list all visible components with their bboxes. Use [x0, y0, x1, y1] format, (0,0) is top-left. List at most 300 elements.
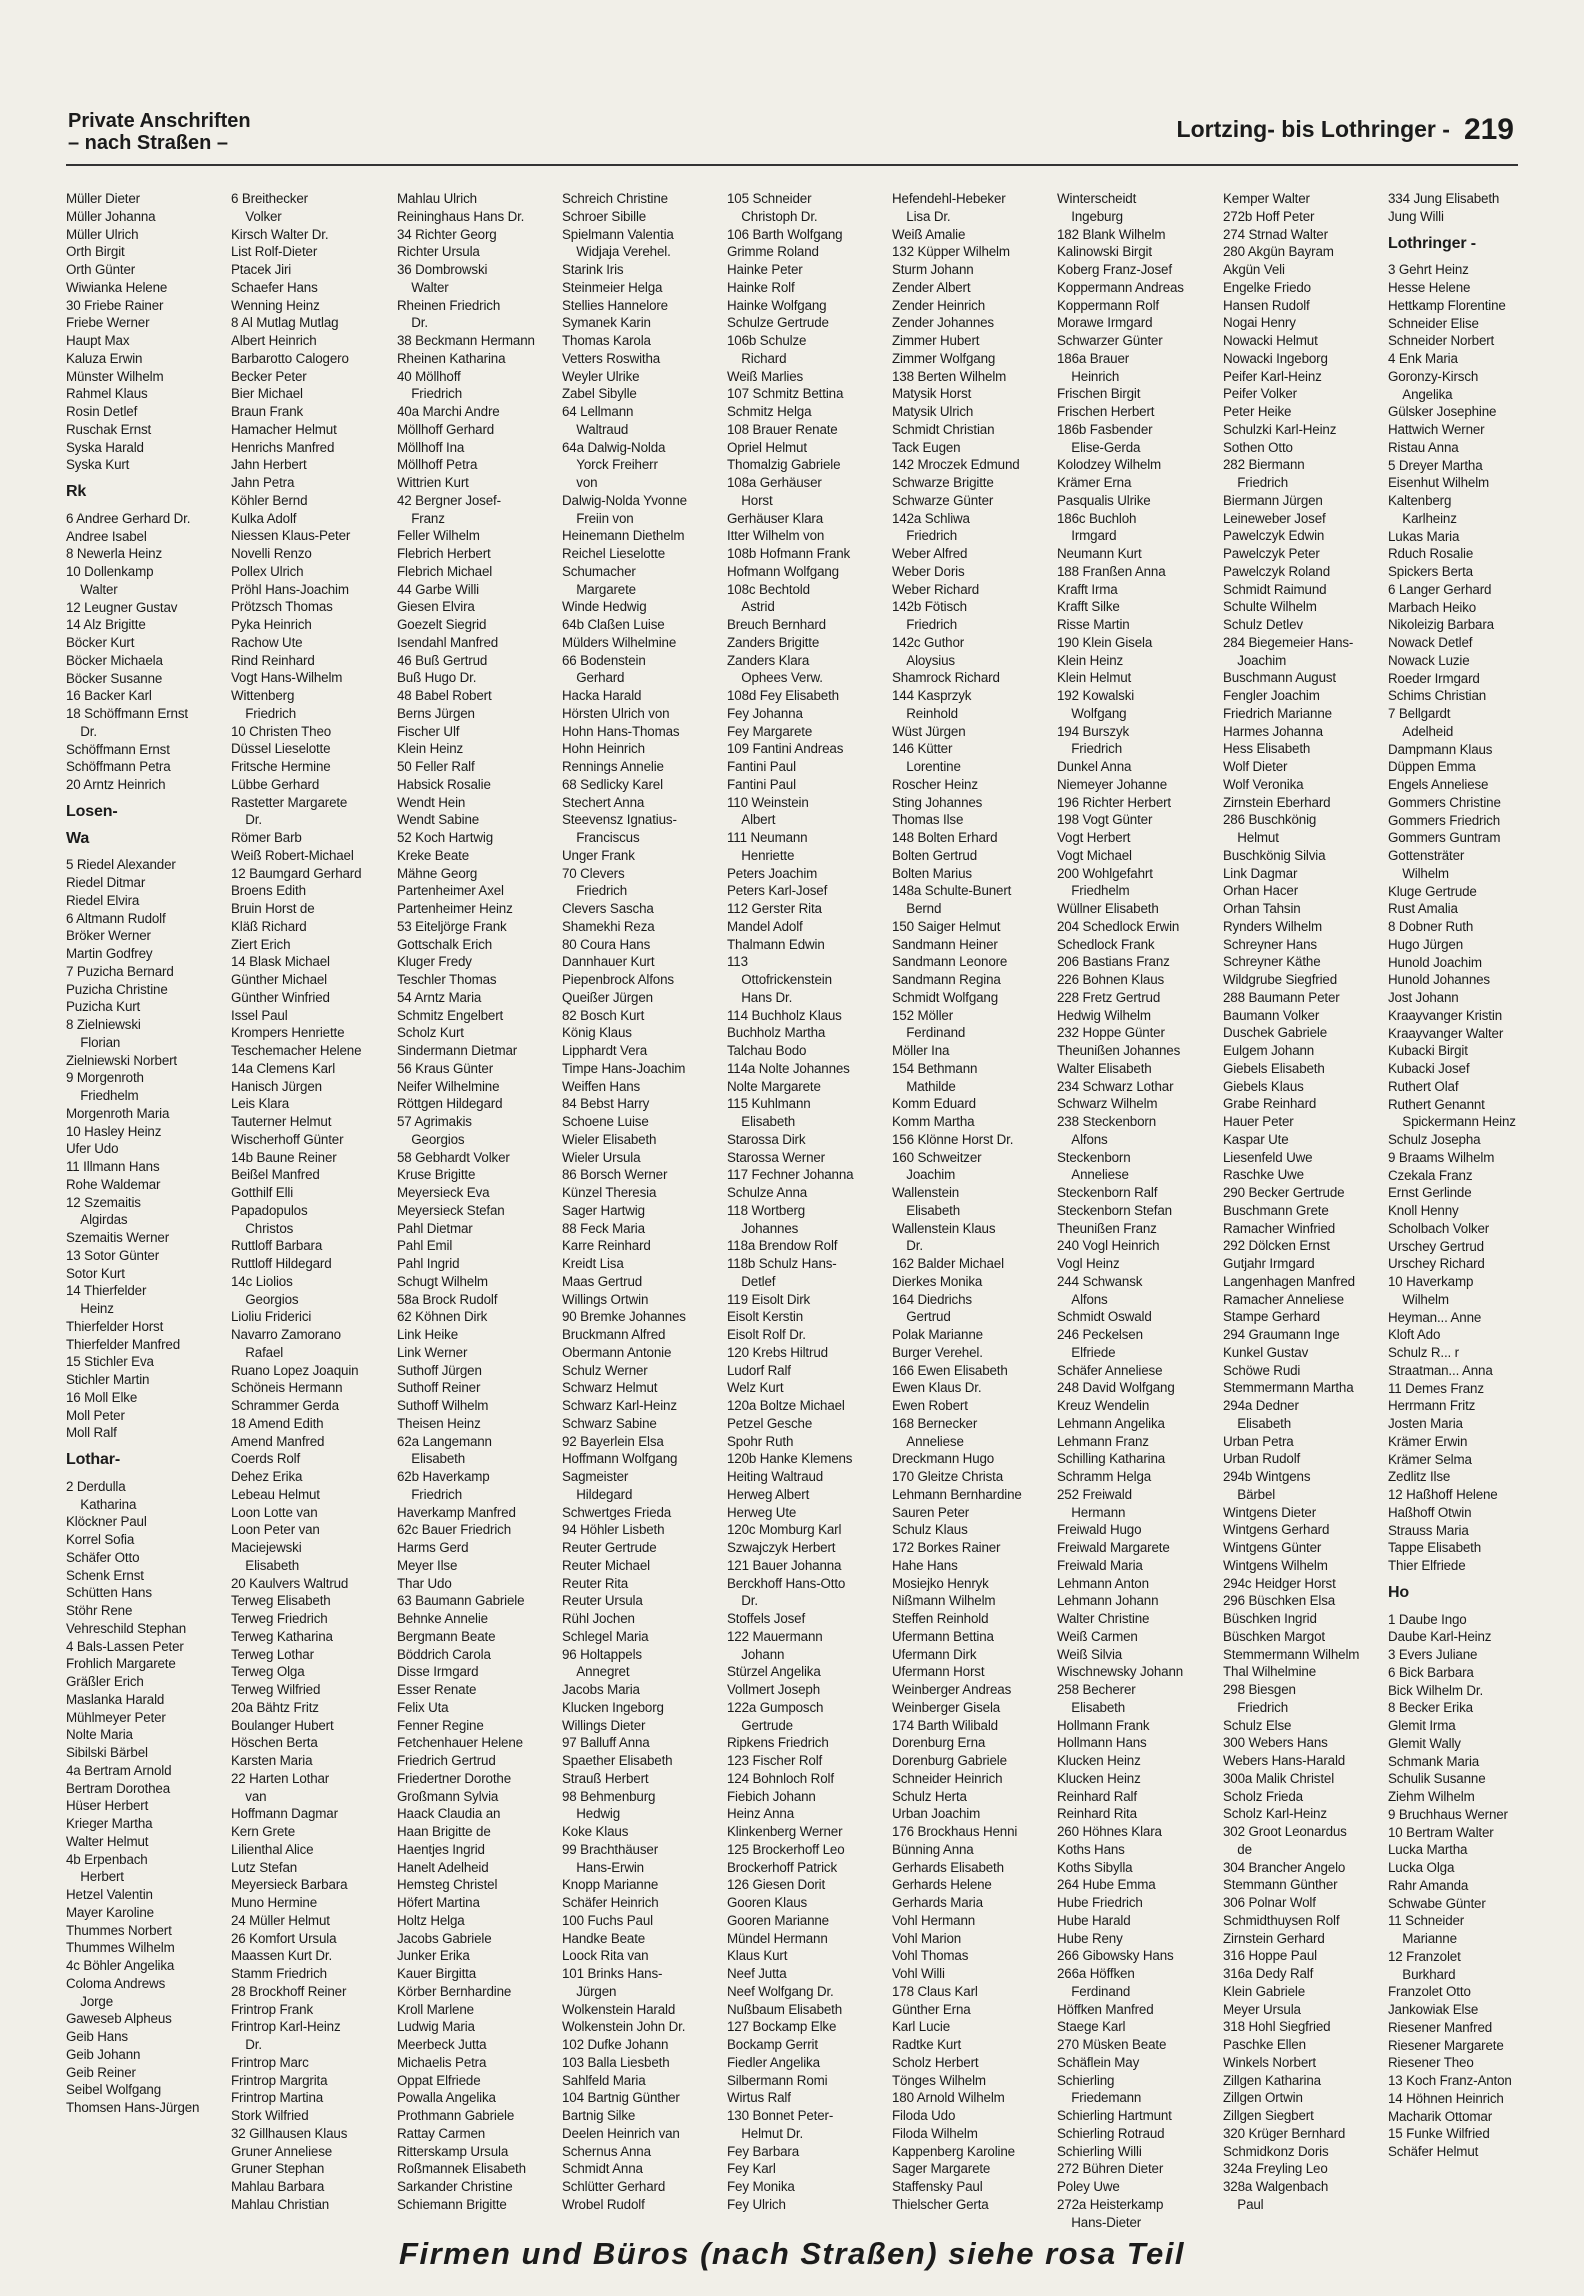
- resident-entry: 106b Schulze: [727, 333, 807, 348]
- resident-entry: Schwarz Sabine: [562, 1415, 657, 1431]
- resident-entry: Algirdas: [66, 1212, 128, 1228]
- resident-entry: Brockerhoff Patrick: [727, 1859, 838, 1875]
- resident-entry: 16 Moll Elke: [66, 1389, 138, 1405]
- resident-entry: Fey Monika: [727, 2179, 795, 2194]
- resident-entry: Matysik Horst: [892, 386, 972, 402]
- resident-entry: Mandel Adolf: [727, 918, 803, 934]
- resident-entry: Weiß Robert-Michael: [231, 847, 354, 863]
- resident-entry: Harmes Johanna: [1223, 723, 1323, 739]
- resident-entry: Walter: [397, 279, 449, 295]
- resident-entry: Volker: [231, 208, 282, 224]
- resident-entry: Poley Uwe: [1057, 2179, 1120, 2194]
- resident-entry: Winterscheidt: [1057, 191, 1137, 206]
- resident-entry: 11 Demes Franz: [1388, 1380, 1484, 1396]
- resident-entry: Lehmann Angelika: [1057, 1415, 1165, 1431]
- resident-entry: Itter Wilhelm von: [727, 528, 825, 544]
- resident-entry: Vogl Heinz: [1057, 1256, 1120, 1271]
- resident-entry: Ripkens Friedrich: [727, 1735, 829, 1751]
- resident-entry: Margarete: [562, 581, 636, 597]
- resident-entry: Bernd: [892, 901, 942, 916]
- resident-entry: Kirsch Walter Dr.: [231, 226, 329, 242]
- resident-entry: Waltraud: [562, 421, 629, 437]
- resident-entry: Peter Heike: [1223, 404, 1292, 419]
- resident-entry: Richard: [727, 350, 787, 366]
- resident-entry: Puzicha Christine: [66, 981, 168, 997]
- resident-entry: Hess Elisabeth: [1223, 741, 1311, 757]
- street-heading: Losen-: [66, 802, 118, 820]
- resident-entry: Braun Frank: [231, 404, 304, 419]
- resident-entry: Tauterner Helmut: [231, 1114, 332, 1129]
- resident-entry: 106 Barth Wolfgang: [727, 226, 843, 242]
- resident-entry: 123 Fischer Rolf: [727, 1753, 823, 1768]
- resident-entry: Steckenborn: [1057, 1149, 1131, 1165]
- resident-entry: Gerhard: [562, 670, 625, 686]
- resident-entry: 3 Gehrt Heinz: [1388, 262, 1469, 278]
- resident-entry: Hugo Jürgen: [1388, 936, 1464, 952]
- resident-entry: Gräßler Erich: [66, 1674, 144, 1689]
- resident-entry: 10 Christen Theo: [231, 723, 332, 739]
- resident-entry: 107 Schmitz Bettina: [727, 386, 844, 402]
- resident-entry: Aloysius: [892, 652, 955, 668]
- resident-entry: Dr.: [66, 723, 97, 739]
- resident-entry: Sting Johannes: [892, 794, 983, 810]
- resident-entry: Vohl Thomas: [892, 1948, 969, 1964]
- resident-entry: Friedrich: [397, 386, 463, 402]
- resident-entry: Sauren Peter: [892, 1504, 970, 1520]
- resident-entry: Willings Ortwin: [562, 1291, 649, 1307]
- resident-entry: 176 Brockhaus Henni: [892, 1824, 1018, 1839]
- resident-entry: Weiß Carmen: [1057, 1628, 1138, 1644]
- resident-entry: Elisabeth: [1057, 1699, 1126, 1715]
- resident-entry: Kraayvanger Kristin: [1388, 1007, 1502, 1023]
- resident-entry: Scholz Kurt: [397, 1025, 464, 1041]
- resident-entry: 130 Bonnet Peter-: [727, 2108, 834, 2123]
- resident-entry: Heiting Waltraud: [727, 1469, 824, 1484]
- resident-entry: Starossa Dirk: [727, 1131, 806, 1147]
- resident-entry: Grimme Roland: [727, 244, 819, 260]
- resident-entry: Haßhoff Otwin: [1388, 1504, 1472, 1520]
- resident-entry: Weiß Silvia: [1057, 1646, 1123, 1662]
- resident-entry: 2 Derdulla: [66, 1478, 126, 1494]
- resident-entry: Junker Erika: [397, 1948, 470, 1964]
- resident-entry: Sandmann Regina: [892, 972, 1001, 987]
- resident-entry: Partenheimer Axel: [397, 883, 504, 899]
- resident-entry: Fiedler Angelika: [727, 2054, 820, 2070]
- resident-entry: Grabe Reinhard: [1223, 1096, 1317, 1112]
- resident-entry: 294c Heidger Horst: [1223, 1575, 1336, 1591]
- resident-entry: 120 Krebs Hiltrud: [727, 1344, 828, 1360]
- resident-entry: 6 Breithecker: [231, 191, 308, 206]
- resident-entry: Kulka Adolf: [231, 510, 297, 526]
- resident-entry: Klein Gabriele: [1223, 1983, 1306, 1999]
- resident-entry: 12 Baumgard Gerhard: [231, 865, 362, 881]
- resident-entry: Loon Lotte van: [231, 1504, 318, 1520]
- resident-entry: 14a Clemens Karl: [231, 1060, 336, 1076]
- resident-entry: Strauß Herbert: [562, 1770, 649, 1786]
- resident-entry: Heinz Anna: [727, 1806, 794, 1822]
- resident-entry: 46 Buß Gertrud: [397, 652, 488, 668]
- resident-entry: Dorenburg Gabriele: [892, 1753, 1007, 1768]
- resident-entry: Flebrich Michael: [397, 563, 493, 579]
- resident-entry: Hunold Joachim: [1388, 954, 1482, 970]
- resident-entry: Albert Heinrich: [231, 333, 317, 348]
- resident-entry: 118a Brendow Rolf: [727, 1238, 838, 1254]
- resident-entry: Esser Renate: [397, 1682, 477, 1697]
- resident-entry: Lehmann Anton: [1057, 1575, 1149, 1591]
- resident-entry: Friedrich: [231, 705, 297, 721]
- resident-entry: Oppat Elfriede: [397, 2072, 481, 2088]
- resident-entry: Dreckmann Hugo: [892, 1451, 995, 1467]
- resident-entry: Link Werner: [397, 1344, 468, 1360]
- resident-entry: Pawelczyk Peter: [1223, 546, 1320, 561]
- resident-entry: Nowacki Ingeborg: [1223, 350, 1328, 366]
- resident-entry: Silbermann Romi: [727, 2072, 828, 2088]
- resident-entry: Teschler Thomas: [397, 972, 497, 987]
- resident-entry: Kläß Richard: [231, 918, 307, 934]
- resident-entry: Peters Joachim: [727, 865, 818, 881]
- resident-entry: Kloft Ado: [1388, 1327, 1441, 1343]
- resident-entry: Rind Reinhard: [231, 652, 315, 668]
- resident-entry: Fiebich Johann: [727, 1788, 816, 1804]
- resident-entry: 292 Dölcken Ernst: [1223, 1238, 1330, 1254]
- resident-entry: Lucka Martha: [1388, 1842, 1468, 1858]
- resident-entry: Isendahl Manfred: [397, 634, 499, 650]
- resident-entry: Marbach Heiko: [1388, 599, 1477, 615]
- resident-entry: Gutjahr Irmgard: [1223, 1256, 1315, 1271]
- resident-entry: Symanek Karin: [562, 315, 651, 331]
- resident-entry: 238 Steckenborn: [1057, 1114, 1156, 1129]
- resident-entry: Ruthert Olaf: [1388, 1078, 1459, 1094]
- resident-entry: Klucken Heinz: [1057, 1770, 1141, 1786]
- resident-entry: Bünning Anna: [892, 1841, 974, 1857]
- resident-entry: Schierling Rotraud: [1057, 2125, 1165, 2141]
- resident-entry: 124 Bohnloch Rolf: [727, 1770, 834, 1786]
- resident-entry: 174 Barth Wilibald: [892, 1717, 998, 1733]
- resident-entry: Puzicha Kurt: [66, 999, 141, 1015]
- resident-entry: 258 Becherer: [1057, 1682, 1136, 1697]
- resident-entry: 118 Wortberg: [727, 1202, 806, 1218]
- resident-entry: Friedhelm: [1057, 883, 1130, 899]
- resident-entry: Theunißen Franz: [1057, 1220, 1157, 1236]
- resident-entry: 142b Fötisch: [892, 599, 967, 615]
- resident-entry: Büschken Ingrid: [1223, 1611, 1317, 1626]
- resident-entry: 266a Höffken: [1057, 1966, 1135, 1981]
- resident-entry: 3 Evers Juliane: [1388, 1647, 1478, 1662]
- resident-entry: Lipphardt Vera: [562, 1043, 648, 1058]
- resident-entry: Zender Albert: [892, 279, 971, 295]
- resident-entry: Lukas Maria: [1388, 528, 1460, 544]
- resident-entry: Gooren Marianne: [727, 1912, 829, 1928]
- resident-entry: Schulze Anna: [727, 1185, 808, 1200]
- resident-entry: Hedwig Wilhelm: [1057, 1007, 1151, 1023]
- resident-entry: Hainke Peter: [727, 262, 803, 277]
- resident-entry: Langenhagen Manfred: [1223, 1273, 1355, 1289]
- resident-entry: 63 Baumann Gabriele: [397, 1593, 525, 1609]
- resident-entry: Martin Godfrey: [66, 946, 153, 961]
- resident-entry: Gertrude: [727, 1717, 793, 1733]
- directory-column: [562, 190, 722, 2212]
- resident-entry: Thummes Wilhelm: [66, 1940, 175, 1956]
- resident-entry: 286 Buschkönig: [1223, 812, 1317, 828]
- resident-entry: Hemsteg Christel: [397, 1877, 498, 1893]
- resident-entry: Katharina: [66, 1496, 137, 1512]
- resident-entry: Baumann Volker: [1223, 1007, 1320, 1023]
- resident-entry: Urschey Richard: [1388, 1256, 1485, 1272]
- resident-entry: 246 Peckelsen: [1057, 1327, 1143, 1342]
- resident-entry: Hollmann Hans: [1057, 1735, 1147, 1751]
- resident-entry: Strauss Maria: [1388, 1522, 1469, 1538]
- resident-entry: Kalinowski Birgit: [1057, 244, 1152, 260]
- resident-entry: Loock Rita van: [562, 1948, 649, 1964]
- resident-entry: Gottschalk Erich: [397, 936, 493, 952]
- resident-entry: Schäfer Heinrich: [562, 1895, 659, 1910]
- resident-entry: Büschken Margot: [1223, 1628, 1325, 1644]
- resident-entry: 296 Büschken Elsa: [1223, 1593, 1336, 1609]
- resident-entry: Marianne: [1388, 1931, 1457, 1946]
- resident-entry: Schmidt Anna: [562, 2161, 643, 2177]
- resident-entry: Walter: [66, 581, 118, 597]
- resident-entry: Möller Ina: [892, 1043, 950, 1058]
- resident-entry: Kluger Fredy: [397, 954, 472, 970]
- resident-entry: Thierfelder Manfred: [66, 1336, 180, 1352]
- resident-entry: 90 Bremke Johannes: [562, 1309, 686, 1325]
- resident-entry: Römer Barb: [231, 830, 302, 845]
- resident-entry: Gerhards Maria: [892, 1895, 983, 1910]
- resident-entry: 298 Biesgen: [1223, 1682, 1296, 1697]
- resident-entry: Polak Marianne: [892, 1327, 983, 1342]
- resident-entry: Mosiejko Henryk: [892, 1575, 989, 1591]
- resident-entry: 16 Backer Karl: [66, 688, 152, 704]
- resident-entry: Burkhard: [1388, 1966, 1456, 1982]
- resident-entry: Ernst Gerlinde: [1388, 1185, 1472, 1201]
- resident-entry: Papadopulos: [231, 1202, 308, 1218]
- resident-entry: Ufermann Horst: [892, 1664, 985, 1680]
- resident-entry: Filoda Wilhelm: [892, 2125, 978, 2141]
- resident-entry: Böcker Kurt: [66, 635, 135, 650]
- resident-entry: Peifer Karl-Heinz: [1223, 368, 1322, 384]
- resident-entry: Haan Brigitte de: [397, 1824, 491, 1839]
- resident-entry: 126 Giesen Dorit: [727, 1877, 826, 1893]
- resident-entry: Schmidt Wolfgang: [892, 989, 999, 1005]
- resident-entry: Weber Alfred: [892, 546, 968, 561]
- resident-entry: Böcker Michaela: [66, 652, 163, 668]
- resident-entry: 14c Liolios: [231, 1273, 293, 1289]
- resident-entry: Wittrien Kurt: [397, 475, 469, 490]
- resident-entry: Wittenberg: [231, 688, 295, 703]
- resident-entry: Korrel Sofia: [66, 1532, 135, 1547]
- resident-entry: 14 Alz Brigitte: [66, 617, 146, 633]
- resident-entry: Zielniewski Norbert: [66, 1052, 178, 1068]
- resident-entry: Maassen Kurt Dr.: [231, 1948, 333, 1964]
- resident-entry: Teschemacher Helene: [231, 1043, 362, 1058]
- street-range: Lortzing- bis Lothringer -: [1176, 116, 1450, 142]
- resident-entry: Bier Michael: [231, 386, 303, 402]
- resident-entry: Schöneis Hermann: [231, 1380, 343, 1396]
- resident-entry: Walter Helmut: [66, 1833, 149, 1849]
- resident-entry: 5 Dreyer Martha: [1388, 457, 1483, 473]
- resident-entry: Neef Wolfgang Dr.: [727, 1983, 834, 1999]
- resident-entry: Pahl Emil: [397, 1238, 453, 1254]
- directory-column: [1057, 190, 1217, 2230]
- resident-entry: Wintgens Wilhelm: [1223, 1557, 1328, 1573]
- resident-entry: Stichler Martin: [66, 1372, 150, 1387]
- resident-entry: Raschke Uwe: [1223, 1167, 1304, 1183]
- directory-column: [66, 190, 226, 2180]
- resident-entry: Höschen Berta: [231, 1735, 318, 1751]
- resident-entry: Boulanger Hubert: [231, 1717, 334, 1733]
- resident-entry: Düppen Emma: [1388, 759, 1476, 775]
- resident-entry: Höffken Manfred: [1057, 2001, 1154, 2017]
- resident-entry: 324a Freyling Leo: [1223, 2161, 1328, 2177]
- resident-entry: 304 Brancher Angelo: [1223, 1859, 1346, 1875]
- resident-entry: Stöhr Rene: [66, 1603, 133, 1618]
- resident-entry: Nikoleizig Barbara: [1388, 617, 1494, 633]
- resident-entry: 66 Bodenstein: [562, 652, 646, 668]
- resident-entry: Müller Dieter: [66, 191, 140, 206]
- resident-entry: Roscher Heinz: [892, 776, 978, 792]
- resident-entry: Bolten Marius: [892, 865, 972, 881]
- resident-entry: Suthoff Reiner: [397, 1380, 481, 1396]
- resident-entry: 264 Hube Emma: [1057, 1877, 1156, 1893]
- resident-entry: Thierfelder Horst: [66, 1318, 164, 1334]
- resident-entry: Giesen Elvira: [397, 599, 475, 615]
- resident-entry: Lehmann Bernhardine: [892, 1486, 1022, 1502]
- resident-entry: Reinhold: [892, 705, 958, 721]
- resident-entry: Nußbaum Elisabeth: [727, 2001, 843, 2017]
- resident-entry: Friedrich: [892, 617, 958, 632]
- resident-entry: Vollmert Joseph: [727, 1682, 821, 1697]
- resident-entry: Pyka Heinrich: [231, 617, 312, 632]
- resident-entry: 294b Wintgens: [1223, 1469, 1311, 1484]
- resident-entry: Anneliese: [892, 1433, 964, 1449]
- resident-entry: 142c Guthor: [892, 634, 965, 650]
- resident-entry: Stork Wilfried: [231, 2108, 309, 2123]
- resident-entry: Hunold Johannes: [1388, 972, 1490, 988]
- resident-entry: Handke Beate: [562, 1930, 646, 1946]
- resident-entry: Schulik Susanne: [1388, 1771, 1486, 1787]
- resident-entry: Nolte Maria: [66, 1727, 133, 1743]
- resident-entry: 186c Buchloh: [1057, 510, 1137, 526]
- resident-entry: Deelen Heinrich van: [562, 2125, 680, 2141]
- resident-entry: Gruner Anneliese: [231, 2143, 333, 2159]
- resident-entry: Coerds Rolf: [231, 1451, 301, 1467]
- resident-entry: Wirtus Ralf: [727, 2090, 791, 2106]
- resident-entry: 288 Baumann Peter: [1223, 989, 1340, 1005]
- resident-entry: Lucka Olga: [1388, 1860, 1455, 1875]
- resident-entry: Loon Peter van: [231, 1522, 320, 1538]
- resident-entry: Prothmann Gabriele: [397, 2108, 515, 2123]
- resident-entry: Helmut Dr.: [727, 2125, 804, 2141]
- resident-entry: Schulz R... r: [1388, 1345, 1459, 1360]
- resident-entry: Sager Margarete: [892, 2161, 991, 2177]
- resident-entry: Wintgens Dieter: [1223, 1504, 1317, 1520]
- resident-entry: Frintrop Margrita: [231, 2072, 328, 2088]
- resident-entry: Schmank Maria: [1388, 1753, 1480, 1769]
- resident-entry: Stechert Anna: [562, 794, 645, 810]
- resident-entry: Orth Birgit: [66, 244, 125, 260]
- resident-entry: Eisolt Kerstin: [727, 1309, 804, 1325]
- resident-entry: Weiffen Hans: [562, 1078, 641, 1094]
- resident-entry: Albert: [727, 812, 776, 828]
- resident-entry: Ruttloff Hildegard: [231, 1256, 332, 1271]
- resident-entry: Kubacki Josef: [1388, 1061, 1470, 1076]
- resident-entry: 274 Strnad Walter: [1223, 226, 1328, 242]
- resident-entry: Klucken Heinz: [1057, 1753, 1141, 1768]
- resident-entry: Andree Isabel: [66, 528, 147, 544]
- resident-entry: Steffen Reinhold: [892, 1611, 989, 1626]
- resident-entry: Krafft Silke: [1057, 599, 1120, 615]
- resident-entry: Schmitz Engelbert: [397, 1007, 504, 1023]
- resident-entry: Christos: [231, 1220, 294, 1236]
- resident-entry: Rynders Wilhelm: [1223, 918, 1322, 934]
- resident-entry: 121 Bauer Johanna: [727, 1557, 842, 1573]
- resident-entry: Sothen Otto: [1223, 439, 1293, 455]
- resident-entry: Paschke Ellen: [1223, 2037, 1306, 2052]
- resident-entry: Knopp Marianne: [562, 1877, 659, 1893]
- directory-column: [727, 190, 887, 2212]
- resident-entry: Reichel Lieselotte: [562, 546, 665, 561]
- resident-entry: Yorck Freiherr: [562, 457, 658, 473]
- resident-entry: Spickermann Heinz: [1388, 1114, 1516, 1130]
- resident-entry: Navarro Zamorano: [231, 1327, 341, 1342]
- resident-entry: 300a Malik Christel: [1223, 1770, 1335, 1786]
- resident-entry: Schulz Klaus: [892, 1522, 968, 1538]
- resident-entry: 182 Blank Wilhelm: [1057, 226, 1166, 242]
- resident-entry: Rafael: [231, 1344, 284, 1360]
- resident-entry: Geib Reiner: [66, 2064, 136, 2080]
- resident-entry: Schugt Wilhelm: [397, 1273, 488, 1289]
- resident-entry: Riesener Theo: [1388, 2055, 1474, 2071]
- resident-entry: Schmitz Helga: [727, 404, 812, 419]
- resident-entry: Steckenborn Stefan: [1057, 1202, 1172, 1218]
- resident-entry: 120b Hanke Klemens: [727, 1451, 853, 1467]
- resident-entry: 294 Graumann Inge: [1223, 1327, 1340, 1342]
- resident-entry: Fey Barbara: [727, 2143, 800, 2159]
- resident-entry: Günther Erna: [892, 2001, 971, 2017]
- resident-entry: Zanders Klara: [727, 652, 810, 668]
- resident-entry: Körber Bernhardine: [397, 1983, 512, 1999]
- resident-entry: Hans Dr.: [727, 989, 793, 1005]
- resident-entry: Schims Christian: [1388, 688, 1487, 704]
- resident-entry: Sotor Kurt: [66, 1265, 125, 1281]
- resident-entry: 146 Kütter: [892, 741, 953, 757]
- resident-entry: Syska Harald: [66, 439, 144, 455]
- resident-entry: Friebe Werner: [66, 315, 150, 331]
- resident-entry: 252 Freiwald: [1057, 1486, 1132, 1502]
- directory-column: [1388, 190, 1548, 2180]
- resident-entry: 84 Bebst Harry: [562, 1096, 650, 1112]
- resident-entry: Krompers Henriette: [231, 1025, 345, 1041]
- resident-entry: Münster Wilhelm: [66, 368, 164, 384]
- resident-entry: 4 Enk Maria: [1388, 351, 1458, 366]
- resident-entry: Steckenborn Ralf: [1057, 1185, 1158, 1200]
- resident-entry: Hanelt Adelheid: [397, 1859, 489, 1875]
- resident-entry: 114 Buchholz Klaus: [727, 1007, 842, 1023]
- resident-entry: Schierling: [1057, 2072, 1115, 2088]
- resident-entry: Buchholz Martha: [727, 1025, 826, 1041]
- resident-entry: Hohn Heinrich: [562, 741, 645, 757]
- resident-entry: Klein Helmut: [1057, 670, 1132, 686]
- resident-entry: Georgios: [397, 1131, 465, 1147]
- resident-entry: Scholz Frieda: [1223, 1788, 1303, 1804]
- resident-entry: 118b Schulz Hans-: [727, 1256, 837, 1271]
- resident-entry: Spielmann Valentia: [562, 226, 674, 242]
- resident-entry: 15 Funke Wilfried: [1388, 2126, 1490, 2142]
- resident-entry: Künzel Theresia: [562, 1185, 657, 1200]
- resident-entry: 4 Bals-Lassen Peter: [66, 1638, 184, 1654]
- resident-entry: Henriette: [727, 847, 795, 863]
- resident-entry: Alfons: [1057, 1291, 1108, 1307]
